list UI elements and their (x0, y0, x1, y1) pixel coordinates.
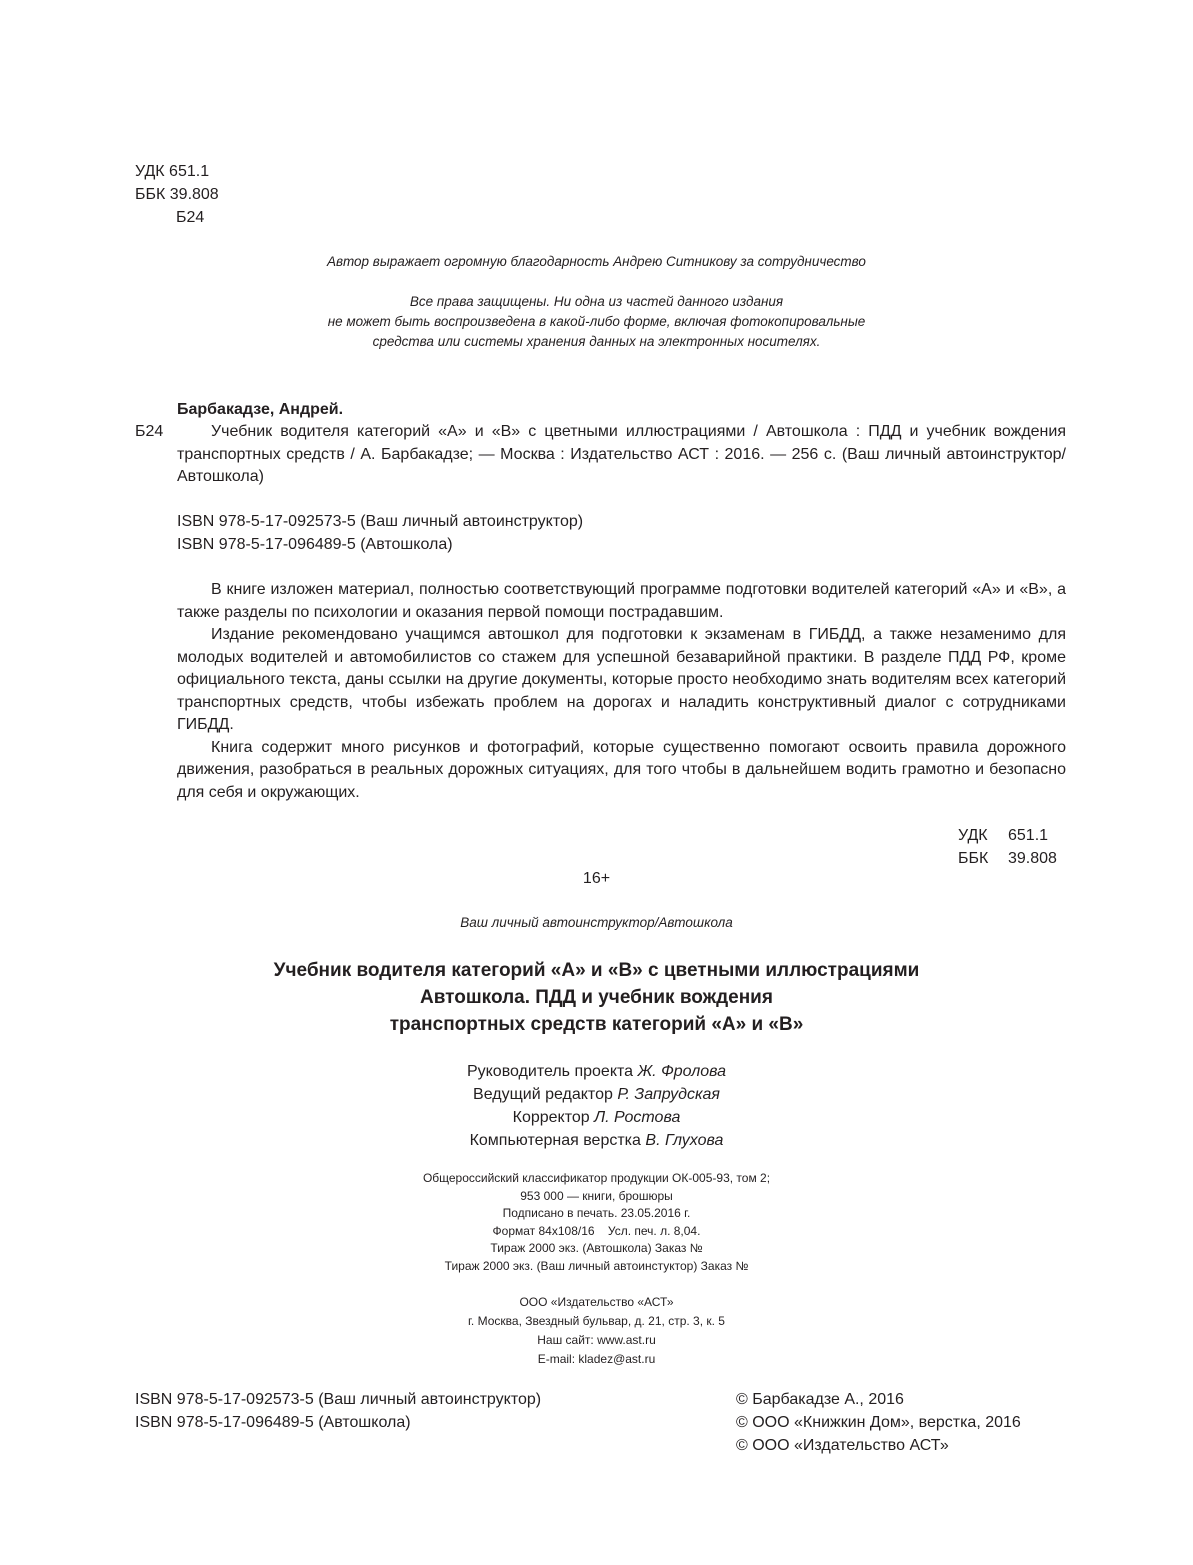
title-line: транспортных средств категорий «А» и «В» (389, 1014, 804, 1035)
rights-line: Все права защищены. Ни одна из частей данного издания (409, 294, 784, 309)
age-rating: 16+ (582, 870, 611, 887)
classification-top (135, 160, 219, 229)
annotation-paragraph: Издание рекомендовано учащимся автошкол для подготовки к экзаменам в ГИБДД, а также незаменимо для молодых водителей и автомобилистов со стажем для успешной безаварийной практики. В разделе ПДД РФ, кроме официального текста, даны ссылки на другие документы, которые просто необходимо знать водителям всех категорий транспортных средств, чтобы избежать проблем на дорогах и наладить конструктивный диалог с сотрудниками ГИБДД. (177, 626, 1066, 733)
bibliography-isbn (177, 511, 583, 556)
isbn-line: ISBN 978-5-17-092573-5 (Ваш личный автоинструктор) (135, 1391, 542, 1408)
book-title (0, 957, 1193, 1038)
publisher-line: Наш сайт: www.ast.ru (537, 1333, 656, 1347)
title-line: Учебник водителя категорий «А» и «В» с цветными иллюстрациями (273, 960, 920, 981)
credit-person: Р. Запрудская (617, 1086, 720, 1103)
series-name: Ваш личный автоинструктор/Автошкола (460, 915, 733, 930)
udk-label: УДК (958, 827, 988, 844)
isbn-line: ISBN 978-5-17-092573-5 (Ваш личный автоинструктор) (177, 513, 584, 530)
isbn-line: ISBN 978-5-17-096489-5 (Автошкола) (177, 535, 453, 553)
udk-code: УДК 651.1 (135, 163, 210, 180)
tech-line: Тираж 2000 экз. (Ваш личный автоинстуктор) Заказ № (444, 1258, 749, 1273)
isbn-footer (135, 1388, 541, 1434)
technical-info (0, 1170, 1193, 1275)
isbn-line: ISBN 978-5-17-096489-5 (Автошкола) (135, 1414, 411, 1431)
credit-person: Л. Ростова (594, 1109, 681, 1126)
rights-line: средства или системы хранения данных на электронных носителях. (372, 334, 821, 349)
annotation-paragraph: Книга содержит много рисунков и фотографий, которые существенно помогают освоить правила дорожного движения, разобраться в реальных дорожных ситуациях, для того чтобы в дальнейшем водить грамотно и безопасно для себя и окружающих. (177, 738, 1066, 801)
bbk-label: ББК (958, 849, 989, 867)
credit-line (0, 1106, 1193, 1129)
credits (0, 1060, 1193, 1152)
tech-line: Тираж 2000 экз. (Автошкола) Заказ № (490, 1241, 703, 1255)
rights-notice (0, 292, 1193, 352)
rights-line: не может быть воспроизведена в какой-либо форме, включая фотокопировальные (327, 314, 866, 329)
credit-line (0, 1129, 1193, 1152)
annotation-paragraph: В книге изложен материал, полностью соответствующий программе подготовки водителей категорий «А» и «В», а также разделы по психологии и оказания первой помощи пострадавшим. (177, 581, 1066, 621)
tech-line: Подписано в печать. 23.05.2016 г. (502, 1206, 691, 1220)
credit-role: Корректор (512, 1109, 590, 1126)
bibliography-author: Барбакадзе, Андрей. (177, 401, 344, 418)
bibliography-mark: Б24 (135, 423, 164, 440)
title-line: Автошкола. ПДД и учебник вождения (420, 987, 773, 1008)
tech-line: Общероссийский классификатор продукции ОК-005-93, том 2; (422, 1171, 771, 1185)
credit-role: Компьютерная верстка (469, 1132, 641, 1149)
publisher-line: ООО «Издательство «АСТ» (519, 1295, 674, 1309)
copyright-line: © Барбакадзе А., 2016 (736, 1391, 904, 1408)
copyright-line: © ООО «Издательство АСТ» (736, 1437, 949, 1454)
tech-line: 953 000 — книги, брошюры (520, 1188, 673, 1203)
credit-role: Руководитель проекта (466, 1063, 634, 1080)
copyright-block (736, 1388, 1021, 1457)
tech-line: Формат 84x108/16 Усл. печ. л. 8,04. (492, 1223, 701, 1238)
copyright-line: © ООО «Книжкин Дом», верстка, 2016 (736, 1414, 1021, 1431)
bibliography-description (177, 421, 1066, 489)
bbk-value: 39.808 (1008, 849, 1057, 867)
credit-line (0, 1060, 1193, 1083)
publisher-line: г. Москва, Звездный бульвар, д. 21, стр. 3, к. 5 (468, 1314, 725, 1328)
bibliography-text: Учебник водителя категорий «А» и «В» с цветными иллюстрациями / Автошкола : ПДД и учебник вождения транспортных средств / А. Барбакадзе; — Москва : Издательство АСТ : 2016. — 256 с. (Ваш личный автоинструктор/Автошкола) (177, 423, 1066, 485)
classification-right (958, 825, 1057, 870)
credit-person: Ж. Фролова (637, 1063, 727, 1080)
acknowledgement: Автор выражает огромную благодарность Андрею Ситникову за сотрудничество (327, 254, 866, 269)
publisher-info (0, 1293, 1193, 1369)
credit-line (0, 1083, 1193, 1106)
bbk-code: ББК 39.808 (135, 186, 219, 203)
credit-person: В. Глухова (645, 1132, 724, 1149)
publisher-line: E-mail: kladez@ast.ru (537, 1352, 656, 1366)
credit-role: Ведущий редактор (473, 1086, 613, 1103)
author-mark: Б24 (176, 209, 205, 226)
annotation (177, 579, 1066, 804)
udk-value: 651.1 (1008, 827, 1049, 844)
